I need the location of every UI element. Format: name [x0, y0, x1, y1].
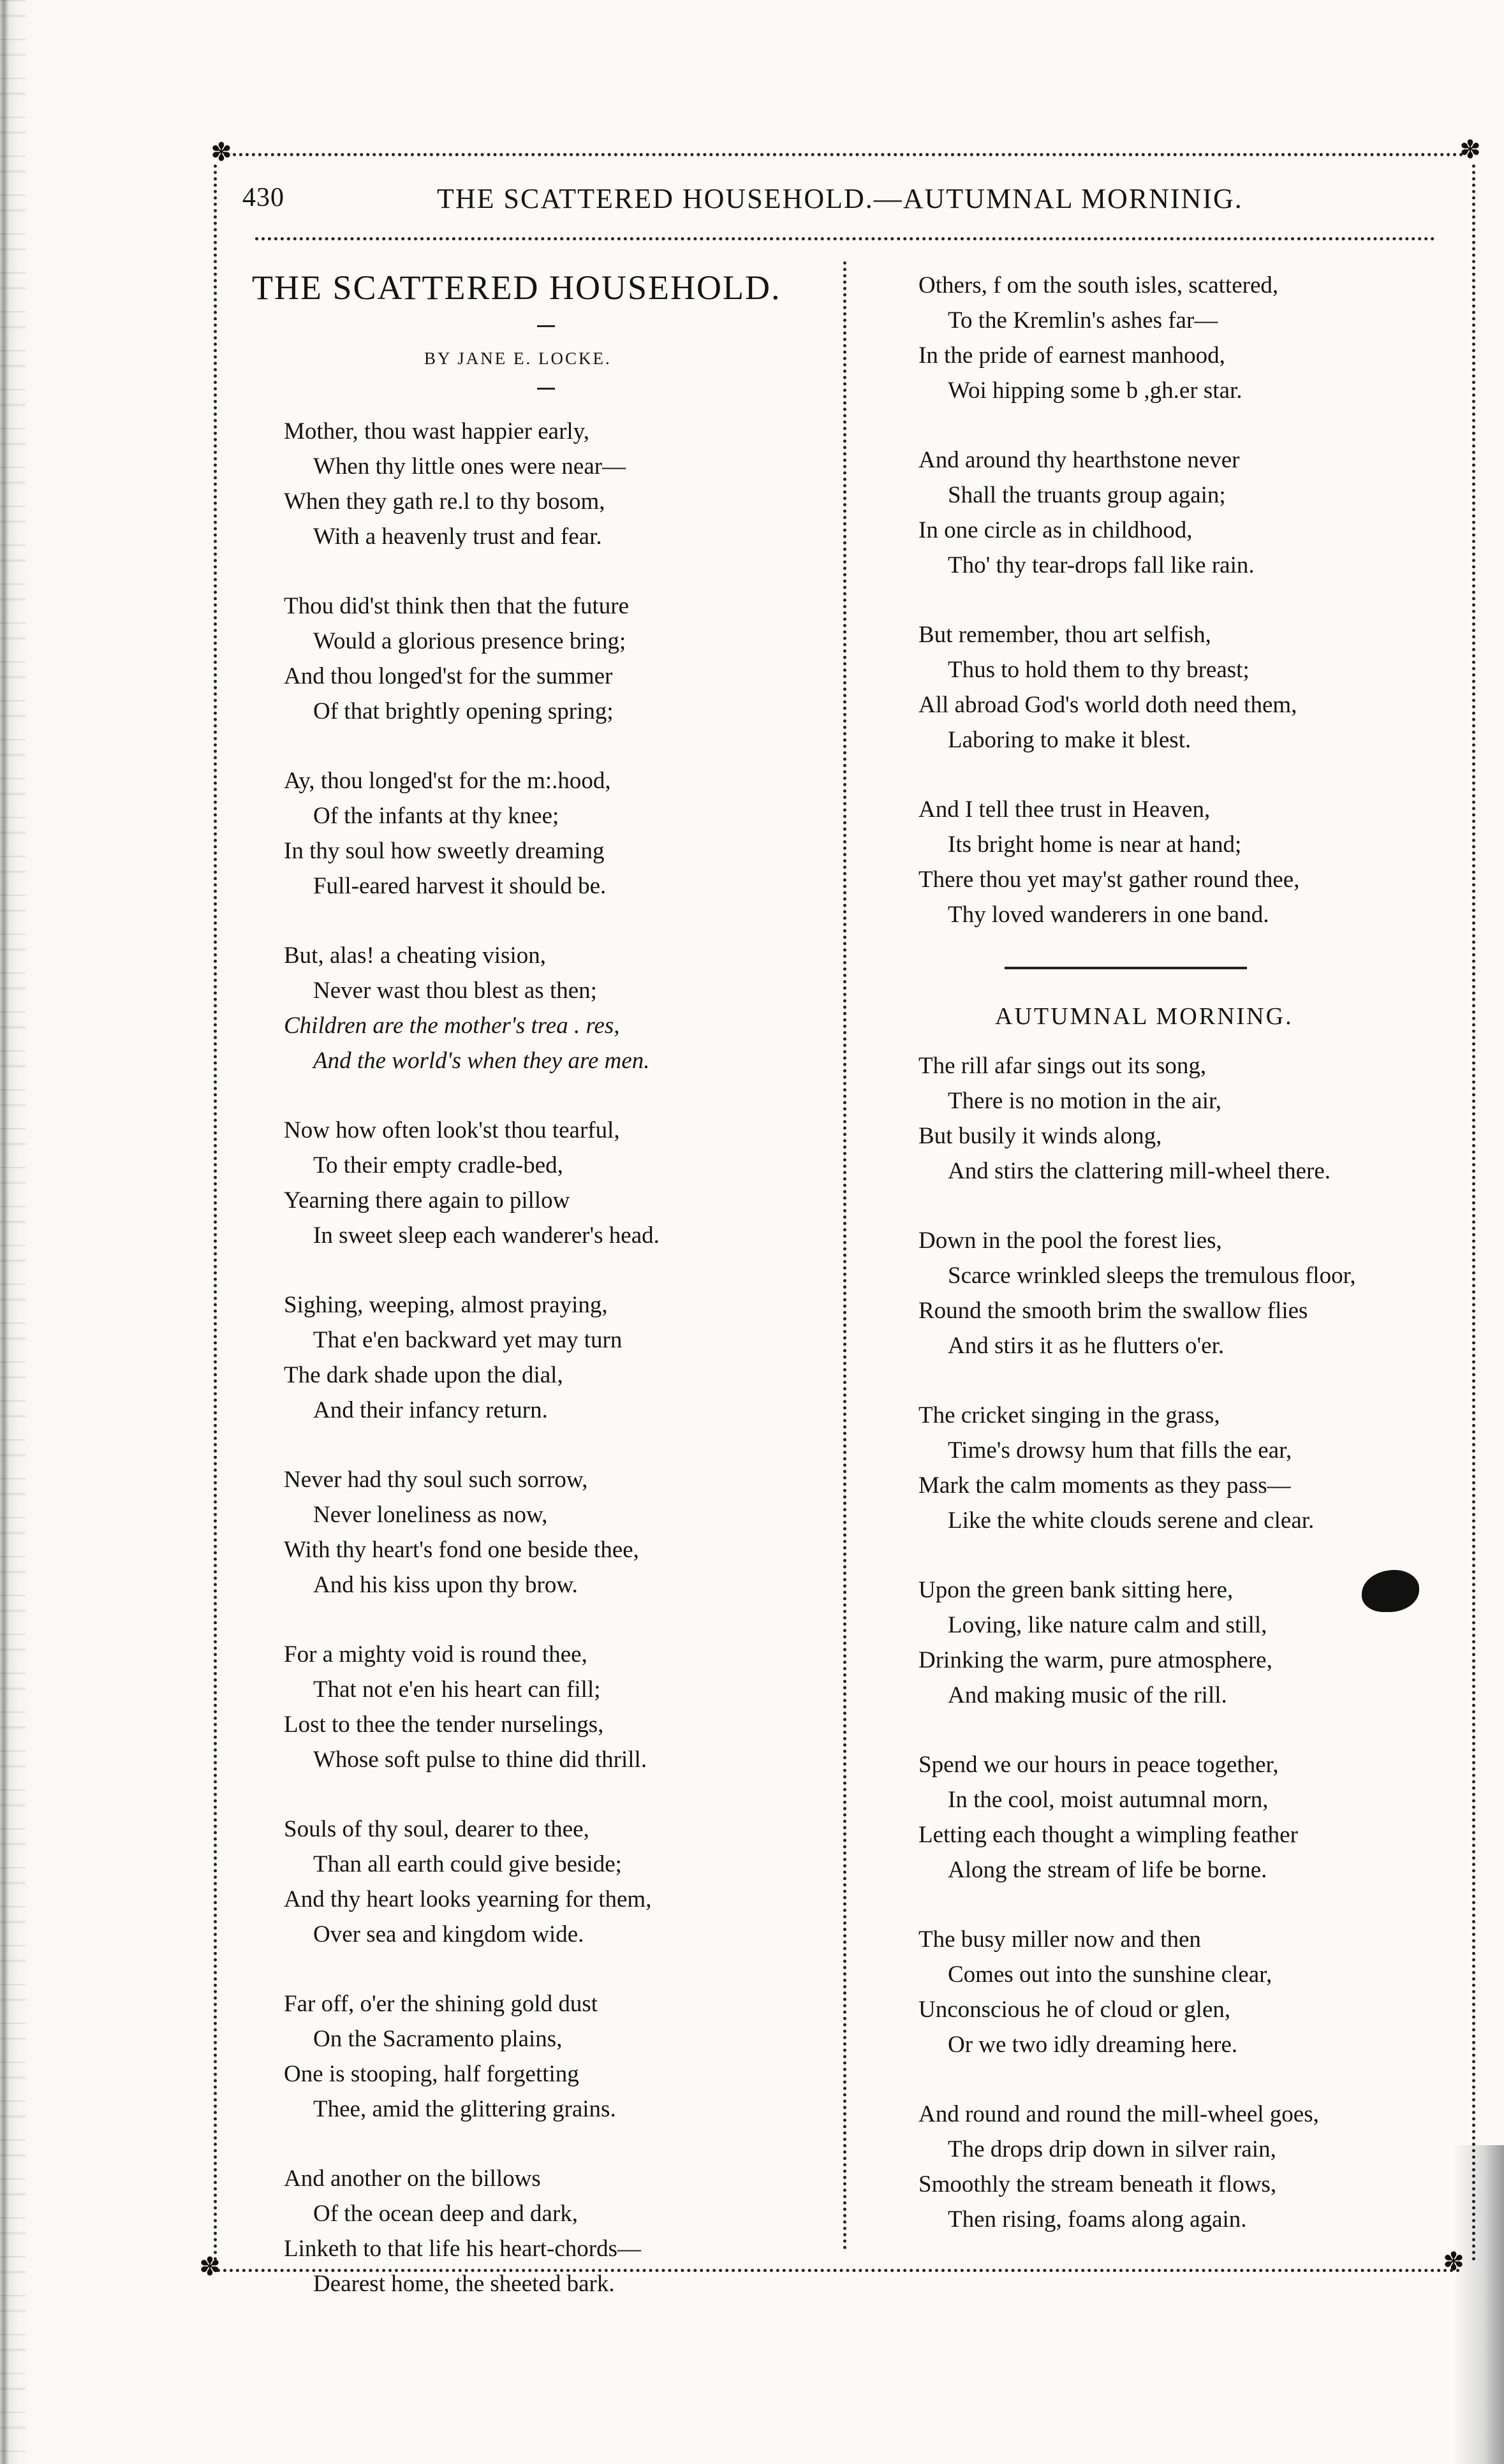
poem-line: With thy heart's fond one beside thee,	[284, 1537, 639, 1563]
poem-line: Dearest home, the sheeted bark.	[313, 2271, 615, 2297]
poem-line: Down in the pool the forest lies,	[918, 1228, 1222, 1254]
poem-line: Laboring to make it blest.	[948, 727, 1191, 753]
poem-line: The cricket singing in the grass,	[918, 1402, 1220, 1428]
poem-line: Linketh to that life his heart-chords—	[284, 2236, 641, 2262]
poem-line: There is no motion in the air,	[948, 1088, 1222, 1114]
poem-line: Tho' thy tear-drops fall like rain.	[948, 552, 1255, 578]
poem-line: And around thy hearthstone never	[918, 447, 1240, 473]
stanza	[284, 1462, 858, 1602]
poem-line: But, alas! a cheating vision,	[284, 942, 547, 969]
poem-line: Yearning there again to pillow	[284, 1187, 570, 1214]
stanza	[284, 1812, 858, 1952]
poem-line: When they gath re.l to thy bosom,	[284, 488, 605, 515]
poem-line: Time's drowsy hum that fills the ear,	[948, 1437, 1292, 1463]
stanza	[918, 1398, 1467, 1538]
poem-line: Mother, thou wast happier early,	[284, 418, 590, 444]
poem-line: Never wast thou blest as then;	[313, 978, 597, 1004]
poem-line: Never had thy soul such sorrow,	[284, 1467, 588, 1493]
poem-line: Thou did'st think then that the future	[284, 593, 630, 619]
poem-line: All abroad God's world doth need them,	[918, 692, 1297, 718]
poem-title-autumnal-morning: AUTUMNAL MORNING.	[995, 1003, 1294, 1030]
poem-line: And stirs the clattering mill-wheel there.	[948, 1158, 1331, 1184]
poem-line: Of that brightly opening spring;	[313, 698, 614, 724]
corner-ornament-top-right: ✽	[1459, 135, 1481, 164]
poem-line: Lost to thee the tender nurselings,	[284, 1712, 604, 1738]
poem-line: Its bright home is near at hand;	[948, 832, 1242, 858]
poem-line: When thy little ones were near—	[313, 453, 626, 480]
stanza	[284, 589, 858, 729]
stanza	[284, 938, 858, 1078]
poem-line: Scarce wrinkled sleeps the tremulous floor,	[948, 1263, 1356, 1289]
poem-line: Now how often look'st thou tearful,	[284, 1117, 620, 1143]
stanza	[918, 2097, 1467, 2237]
poem-line: Whose soft pulse to thine did thrill.	[313, 1747, 647, 1773]
corner-ornament-bottom-left: ✽	[199, 2252, 221, 2281]
stanza	[918, 1747, 1467, 1888]
poem-line: Woi hipping some b ,gh.er star.	[948, 378, 1242, 404]
poem-line: And thy heart looks yearning for them,	[284, 1886, 652, 1912]
poem-line: The busy miller now and then	[918, 1926, 1201, 1953]
poem-line: Children are the mother's trea . res,	[284, 1013, 620, 1039]
stanza	[918, 1922, 1467, 2062]
running-header	[242, 182, 1410, 221]
stanza	[918, 1223, 1467, 1363]
poem-line: Drinking the warm, pure atmosphere,	[918, 1647, 1272, 1673]
poem-stanzas-autumnal	[918, 1048, 1467, 2237]
page-edge-specks	[0, 0, 26, 2464]
left-column	[252, 268, 858, 2336]
poem-line: In the cool, moist autumnal morn,	[948, 1787, 1269, 1813]
stanza	[284, 1637, 858, 1777]
poem-line: Shall the truants group again;	[948, 482, 1226, 508]
poem-line: Upon the green bank sitting here,	[918, 1577, 1234, 1603]
poem-line: Over sea and kingdom wide.	[313, 1921, 584, 1947]
page-number: 430	[242, 183, 284, 212]
poem-line: Sighing, weeping, almost praying,	[284, 1292, 608, 1318]
frame-top-border	[226, 153, 1464, 156]
poem-line: The drops drip down in silver rain,	[948, 2136, 1276, 2162]
poem-line: But remember, thou art selfish,	[918, 622, 1211, 648]
frame-left-border	[214, 165, 217, 2262]
poem-line: Thy loved wanderers in one band.	[948, 902, 1269, 928]
poem-line: Full-eared harvest it should be.	[313, 873, 607, 899]
poem-line: In thy soul how sweetly dreaming	[284, 838, 605, 864]
poem-line: Round the smooth brim the swallow flies	[918, 1298, 1308, 1324]
poem-line: That not e'en his heart can fill;	[313, 1676, 601, 1703]
poem-line: Thee, amid the glittering grains.	[313, 2096, 616, 2122]
poem-line: And I tell thee trust in Heaven,	[918, 796, 1211, 823]
stanza	[918, 1048, 1467, 1189]
poem-line: Along the stream of life be borne.	[948, 1857, 1267, 1883]
corner-ornament-bottom-right: ✽	[1443, 2247, 1464, 2276]
poem-line: With a heavenly trust and fear.	[313, 524, 602, 550]
poem-line: And thou longed'st for the summer	[284, 663, 613, 689]
poem-line: Of the infants at thy knee;	[313, 803, 559, 829]
poem-line: Of the ocean deep and dark,	[313, 2201, 579, 2227]
title-rule	[537, 325, 555, 327]
poem-line: Then rising, foams along again.	[948, 2206, 1247, 2233]
stanza	[284, 2161, 858, 2301]
stanza	[284, 414, 858, 554]
stanza	[284, 1986, 858, 2127]
poem-line: Comes out into the sunshine clear,	[948, 1962, 1272, 1988]
poem-line: But busily it winds along,	[918, 1123, 1162, 1149]
poem-line: The dark shade upon the dial,	[284, 1362, 563, 1388]
poem-line: Unconscious he of cloud or glen,	[918, 1997, 1231, 2023]
right-column	[918, 268, 1467, 2276]
poem-line: And making music of the rill.	[948, 1682, 1227, 1708]
poem-line: In the pride of earnest manhood,	[918, 342, 1225, 369]
poem-author: BY JANE E. LOCKE.	[424, 349, 612, 368]
poem-line: On the Sacramento plains,	[313, 2026, 563, 2052]
poem-line: And stirs it as he flutters o'er.	[948, 1333, 1225, 1359]
stanza	[918, 268, 1467, 408]
poem-line: Never loneliness as now,	[313, 1502, 548, 1528]
stanza	[918, 443, 1467, 583]
poem-line: Loving, like nature calm and still,	[948, 1612, 1267, 1638]
poem-line: Like the white clouds serene and clear.	[948, 1507, 1315, 1534]
poem-line: And their infancy return.	[313, 1397, 548, 1423]
stanza	[918, 617, 1467, 758]
poem-line: And his kiss upon thy brow.	[313, 1572, 578, 1598]
poem-line: In one circle as in childhood,	[918, 517, 1193, 543]
poem-line: And the world's when they are men.	[313, 1048, 650, 1074]
poem-line: In sweet sleep each wanderer's head.	[313, 1222, 660, 1249]
poem-line: Or we two idly dreaming here.	[948, 2032, 1238, 2058]
stanza	[918, 792, 1467, 932]
poem-stanzas-right	[918, 268, 1467, 932]
stanza	[284, 1287, 858, 1428]
poem-line: Smoothly the stream beneath it flows,	[918, 2171, 1277, 2197]
poem-line: And round and round the mill-wheel goes,	[918, 2101, 1319, 2127]
poem-line: For a mighty void is round thee,	[284, 1641, 587, 1668]
poem-title-scattered-household: THE SCATTERED HOUSEHOLD.	[252, 268, 781, 307]
poem-line: That e'en backward yet may turn	[313, 1327, 623, 1353]
corner-ornament-top-left: ✽	[210, 138, 232, 166]
author-rule	[537, 388, 555, 390]
poem-line: Others, f om the south isles, scattered,	[918, 272, 1279, 298]
poem-line: One is stooping, half forgetting	[284, 2061, 579, 2087]
poem-line: Than all earth could give beside;	[313, 1851, 622, 1877]
poem-line: Letting each thought a wimpling feather	[918, 1822, 1298, 1848]
poem-divider	[1005, 967, 1247, 969]
poem-line: And another on the billows	[284, 2166, 541, 2192]
poem-line: The rill afar sings out its song,	[918, 1053, 1207, 1079]
poem-line: Far off, o'er the shining gold dust	[284, 1991, 598, 2017]
poem-line: Mark the calm moments as they pass—	[918, 1472, 1291, 1499]
poem-line: There thou yet may'st gather round thee,	[918, 867, 1300, 893]
poem-line: Thus to hold them to thy breast;	[948, 657, 1250, 683]
running-title: THE SCATTERED HOUSEHOLD.—AUTUMNAL MORNINIG.	[437, 183, 1243, 214]
header-divider	[255, 237, 1435, 240]
frame-right-border	[1472, 165, 1475, 2262]
poem-line: To their empty cradle-bed,	[313, 1152, 563, 1178]
poem-line: Would a glorious presence bring;	[313, 628, 626, 654]
poem-line: To the Kremlin's ashes far—	[948, 307, 1218, 334]
poem-line: Souls of thy soul, dearer to thee,	[284, 1816, 589, 1842]
stanza	[284, 1113, 858, 1253]
poem-line: Spend we our hours in peace together,	[918, 1752, 1279, 1778]
stanza	[284, 763, 858, 904]
poem-line: Ay, thou longed'st for the m:.hood,	[284, 768, 611, 794]
poem-stanzas-left	[284, 414, 858, 2301]
